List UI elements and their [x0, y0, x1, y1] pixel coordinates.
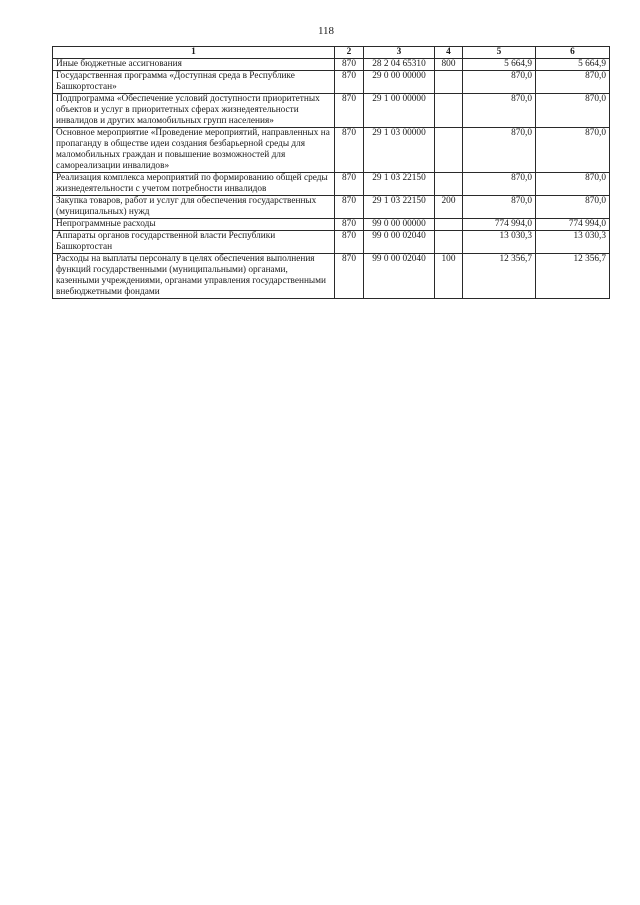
page-number: 118: [317, 25, 335, 37]
row-sum-1: 5 664,9: [463, 59, 536, 71]
row-csr: 29 1 00 00000: [364, 94, 435, 128]
row-sum-2: 12 356,7: [536, 254, 610, 299]
header-col-4: 4: [435, 47, 463, 59]
table-row: [53, 219, 610, 231]
row-name: Основное мероприятие «Проведение мероприятий, направленных на пропаганду в обществе идеи создания безбарьерной среды для маломобильных граждан и повышение возможностей для самореализации инвалидов»: [53, 128, 335, 173]
row-name: Аппараты органов государственной власти Республики Башкортостан: [53, 231, 335, 254]
row-sum-2: 774 994,0: [536, 219, 610, 231]
row-name: Реализация комплекса мероприятий по формированию общей среды жизнедеятельности с учетом потребности инвалидов: [53, 173, 335, 196]
row-csr: 99 0 00 02040: [364, 231, 435, 254]
table-row: [53, 254, 610, 299]
row-ved: 870: [335, 219, 364, 231]
row-sum-1: 870,0: [463, 71, 536, 94]
row-ved: 870: [335, 196, 364, 219]
row-sum-2: 13 030,3: [536, 231, 610, 254]
row-name: Иные бюджетные ассигнования: [53, 59, 335, 71]
row-sum-2: 870,0: [536, 128, 610, 173]
header-col-1: 1: [53, 47, 335, 59]
row-sum-1: 774 994,0: [463, 219, 536, 231]
header-col-5: 5: [463, 47, 536, 59]
row-sum-1: 870,0: [463, 128, 536, 173]
table-row: [53, 196, 610, 219]
row-vr: [435, 231, 463, 254]
row-ved: 870: [335, 231, 364, 254]
row-name: Непрограммные расходы: [53, 219, 335, 231]
row-sum-2: 870,0: [536, 71, 610, 94]
row-csr: 99 0 00 02040: [364, 254, 435, 299]
header-row: [53, 47, 610, 59]
row-vr: 800: [435, 59, 463, 71]
row-vr: [435, 94, 463, 128]
row-csr: 28 2 04 65310: [364, 59, 435, 71]
row-csr: 29 1 03 22150: [364, 196, 435, 219]
row-name: Государственная программа «Доступная среда в Республике Башкортостан»: [53, 71, 335, 94]
row-name: Подпрограмма «Обеспечение условий доступности приоритетных объектов и услуг в приоритетных сферах жизнедеятельности инвалидов и других маломобильных групп населения»: [53, 94, 335, 128]
table-row: [53, 94, 610, 128]
row-csr: 29 1 03 22150: [364, 173, 435, 196]
row-ved: 870: [335, 254, 364, 299]
table-header: [53, 47, 610, 59]
row-sum-2: 5 664,9: [536, 59, 610, 71]
header-col-6: 6: [536, 47, 610, 59]
row-vr: [435, 71, 463, 94]
row-vr: 200: [435, 196, 463, 219]
row-sum-1: 870,0: [463, 94, 536, 128]
row-csr: 29 0 00 00000: [364, 71, 435, 94]
row-ved: 870: [335, 94, 364, 128]
row-sum-2: 870,0: [536, 196, 610, 219]
budget-table: [52, 46, 610, 299]
table-row: [53, 59, 610, 71]
table-row: [53, 71, 610, 94]
row-csr: 29 1 03 00000: [364, 128, 435, 173]
row-sum-1: 870,0: [463, 173, 536, 196]
row-name: Расходы на выплаты персоналу в целях обеспечения выполнения функций государственными (муниципальными) органами, казенными учреждениями, органами управления государственными внебюджетными фондами: [53, 254, 335, 299]
row-vr: [435, 173, 463, 196]
row-ved: 870: [335, 59, 364, 71]
row-sum-1: 12 356,7: [463, 254, 536, 299]
table-row: [53, 128, 610, 173]
row-ved: 870: [335, 128, 364, 173]
row-sum-2: 870,0: [536, 173, 610, 196]
row-sum-1: 13 030,3: [463, 231, 536, 254]
row-sum-2: 870,0: [536, 94, 610, 128]
row-vr: [435, 219, 463, 231]
row-ved: 870: [335, 173, 364, 196]
header-col-2: 2: [335, 47, 364, 59]
row-vr: [435, 128, 463, 173]
row-ved: 870: [335, 71, 364, 94]
table-row: [53, 173, 610, 196]
row-name: Закупка товаров, работ и услуг для обеспечения государственных (муниципальных) нужд: [53, 196, 335, 219]
row-sum-1: 870,0: [463, 196, 536, 219]
table-row: [53, 231, 610, 254]
row-vr: 100: [435, 254, 463, 299]
row-csr: 99 0 00 00000: [364, 219, 435, 231]
header-col-3: 3: [364, 47, 435, 59]
table-body: [53, 59, 610, 299]
